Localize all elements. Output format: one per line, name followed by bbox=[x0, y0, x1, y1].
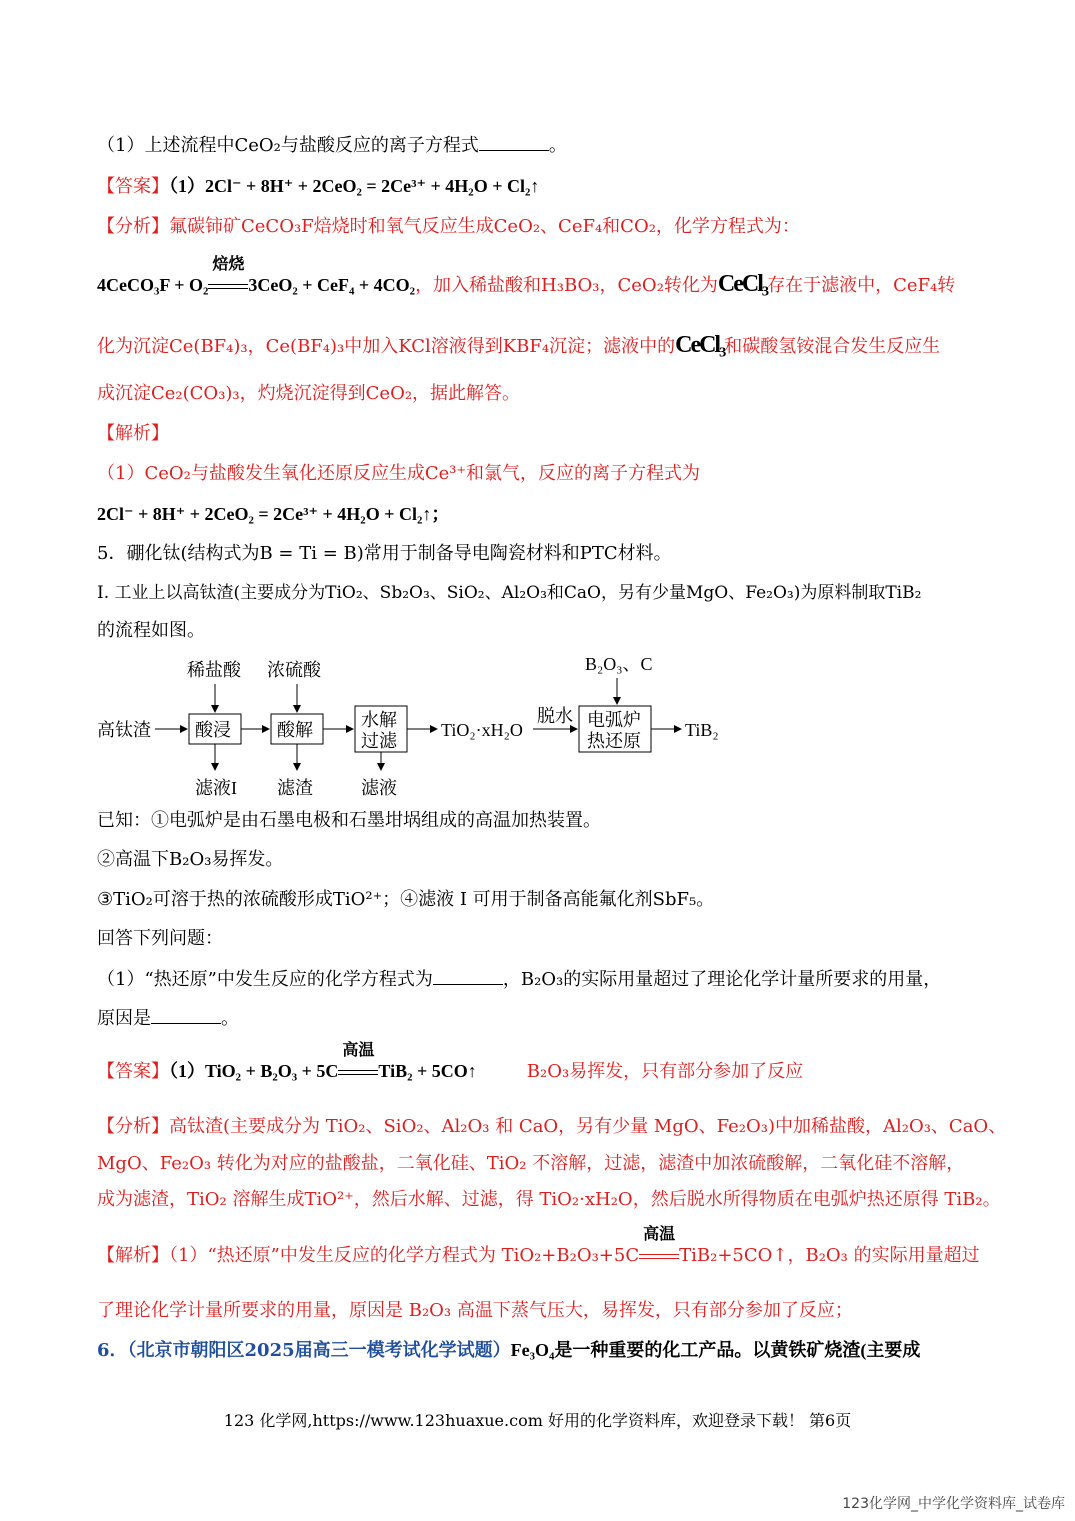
solution-line-2: 2Cl⁻ + 8H⁺ + 2CeO₂ = 2Ce³⁺ + 4H₂O + Cl₂↑； bbox=[97, 504, 450, 524]
solution-label: 【解析】 bbox=[97, 423, 169, 444]
analysis-line-3: 化为沉淀Ce(BF₄)₃，Ce(BF₄)₃中加入KCl溶液得到KBF₄沉淀；滤液中的CeCl₃和碳酸氢铵混合发生反应生 bbox=[97, 332, 941, 358]
flow-box-4b: 热还原 bbox=[587, 731, 641, 751]
flow-reagent-1: 稀盐酸 bbox=[187, 660, 241, 680]
flow-box-4a: 电弧炉 bbox=[587, 710, 641, 730]
analysis-line-2: 4CeCO₃F + O₂ 焙烧 3CeO₂ + CeF₄ + 4CO₂，加入稀盐酸和H₃BO₃，CeO₂转化为CeCl₃存在于滤液中，CeF₄转 bbox=[97, 254, 956, 297]
flow-intermediate: TiO₂·xH₂O bbox=[441, 720, 523, 740]
solution-5-line-1: 【解析】（1）“热还原”中发生反应的化学方程式为 TiO₂+B₂O₃+5C 高温 TiB₂+5CO↑，B₂O₃ 的实际用量超过 bbox=[97, 1243, 985, 1269]
solution-line-1: （1）CeO₂与盐酸发生氧化还原反应生成Ce³⁺和氯气，反应的离子方程式为 bbox=[97, 463, 700, 484]
analysis-line-1: 【分析】氟碳铈矿CeCO₃F焙烧时和氧气反应生成CeO₂、CeF₄和CO₂，化学方程式为： bbox=[97, 216, 800, 237]
answer-2: 【答案】（1）TiO₂ + B₂O₃ + 5C 高温 TiB₂ + 5CO↑ B₂O₃易挥发，只有部分参加了反应 bbox=[97, 1058, 985, 1085]
flow-box-3b: 过滤 bbox=[361, 731, 397, 751]
flow-output-3: 滤液 bbox=[361, 778, 397, 798]
answer-1: 【答案】（1）2Cl⁻ + 8H⁺ + 2CeO₂ = 2Ce³⁺ + 4H₂O + Cl₂↑ bbox=[97, 176, 540, 197]
answer-prompt: 回答下列问题： bbox=[97, 928, 223, 949]
watermark: 123化学网_中学化学资料库_试卷库 bbox=[842, 1496, 1065, 1512]
flow-reagent-2: 浓硫酸 bbox=[267, 660, 321, 680]
flow-output-1: 滤液I bbox=[195, 778, 237, 798]
question-1: （1）上述流程中CeO₂与盐酸反应的离子方程式 。 bbox=[97, 132, 985, 159]
flow-box-3a: 水解 bbox=[361, 710, 397, 730]
known-1: 已知：①电弧炉是由石墨电极和石墨坩埚组成的高温加热装置。 bbox=[97, 810, 601, 831]
known-2: ②高温下B₂O₃易挥发。 bbox=[97, 849, 284, 870]
question-5-line-1: I. 工业上以高钛渣(主要成分为TiO₂、Sb₂O₃、SiO₂、Al₂O₃和CaO，另有少量MgO、Fe₂O₃)为原料制取TiB₂ bbox=[97, 583, 922, 603]
flow-reagent-3: B₂O₃、C bbox=[585, 654, 653, 674]
question-5: 5．硼化钛(结构式为B = Ti = B)常用于制备导电陶瓷材料和PTC材料。 bbox=[97, 543, 672, 564]
process-flow-diagram bbox=[97, 650, 737, 810]
analysis-5-line-1: 【分析】高钛渣(主要成分为 TiO₂、SiO₂、Al₂O₃ 和 CaO，另有少量 MgO、Fe₂O₃)中加稀盐酸，Al₂O₃、CaO、 bbox=[97, 1116, 1007, 1137]
flow-step: 脱水 bbox=[537, 706, 573, 726]
condition-equals: 焙烧 bbox=[208, 273, 248, 299]
question-6: 6．（北京市朝阳区2025届高三一模考试化学试题）Fe₃O₄是一种重要的化工产品。以黄铁矿烧渣(主要成 bbox=[97, 1340, 921, 1361]
condition-equals-3: 高温 bbox=[639, 1243, 679, 1269]
flow-output-2: 滤渣 bbox=[277, 778, 313, 798]
analysis-line-4: 成沉淀Ce₂(CO₃)₃，灼烧沉淀得到CeO₂，据此解答。 bbox=[97, 383, 521, 404]
analysis-5-line-3: 成为滤渣，TiO₂ 溶解生成TiO²⁺，然后水解、过滤，得 TiO₂·xH₂O，然后脱水所得物质在电弧炉热还原得 TiB₂。 bbox=[97, 1189, 1001, 1210]
analysis-5-line-2: MgO、Fe₂O₃ 转化为对应的盐酸盐，二氧化硅、TiO₂ 不溶解，过滤，滤渣中加浓硫酸解，二氧化硅不溶解， bbox=[97, 1153, 965, 1174]
question-5-sub-1b: 原因是 。 bbox=[97, 1005, 985, 1032]
question-5-line-2: 的流程如图。 bbox=[97, 620, 205, 641]
flow-box-2: 酸解 bbox=[277, 720, 313, 740]
solution-5-line-2: 了理论化学计量所要求的用量，原因是 B₂O₃ 高温下蒸气压大，易挥发，只有部分参加了反应； bbox=[97, 1300, 853, 1321]
flow-input: 高钛渣 bbox=[97, 720, 151, 740]
flow-output: TiB₂ bbox=[685, 720, 719, 740]
condition-equals-2: 高温 bbox=[338, 1059, 378, 1085]
known-3: ③TiO₂可溶于热的浓硫酸形成TiO²⁺；④滤液 I 可用于制备高能氟化剂SbF₅。 bbox=[97, 889, 715, 910]
question-5-sub-1: （1）“热还原”中发生反应的化学方程式为 ，B₂O₃的实际用量超过了理论化学计量所要求的用量， bbox=[97, 966, 985, 993]
page-footer: 123 化学网,https://www.123huaxue.com 好用的化学资料库，欢迎登录下载！ 第6页 bbox=[223, 1411, 852, 1430]
flow-box-1: 酸浸 bbox=[195, 720, 231, 740]
